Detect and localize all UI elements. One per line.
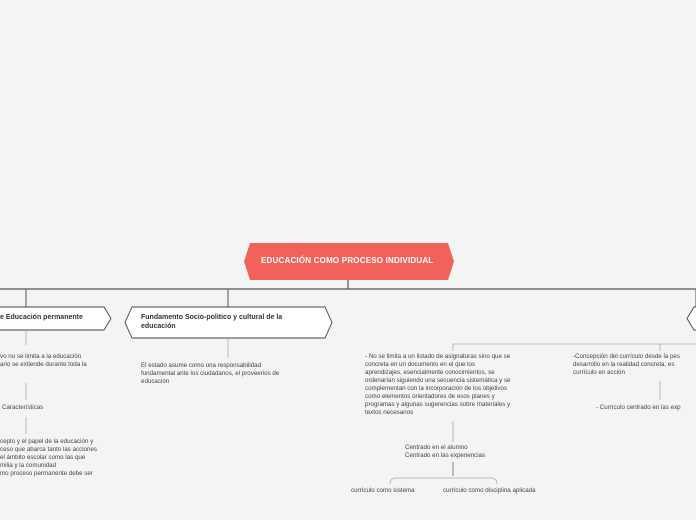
right-tree-connector bbox=[453, 344, 696, 351]
text-line: vo no se limita a la educación bbox=[0, 353, 82, 360]
far-right-description bbox=[573, 353, 680, 377]
text-line: mo proceso permanente debe ser bbox=[0, 470, 93, 477]
text-line: concreta en un documento en el que los bbox=[365, 361, 476, 368]
text-line: ordenarían siguiendo una secuencia sistemática y se bbox=[365, 377, 511, 384]
text-line: textos necesarios bbox=[365, 409, 414, 416]
text-line: fundamental ante los ciudadanos, el proveerios de bbox=[141, 370, 280, 377]
text-line: desarrollo en la realidad concreta, es bbox=[573, 361, 675, 368]
text-line: milia y la comunidad bbox=[0, 462, 57, 469]
text-line: Centrado en el alumno bbox=[405, 444, 468, 451]
text-line: como elementos orientadores de esos planes y bbox=[365, 393, 495, 400]
subnode-curriculo-disciplina: currículo como disciplina aplicada bbox=[443, 487, 536, 494]
text-line: el ámbito escolar como las que bbox=[0, 454, 86, 461]
root-node-title[interactable]: EDUCACIÓN COMO PROCESO INDIVIDUAL bbox=[261, 256, 434, 266]
text-line: ceso que abarca tanto las acciones bbox=[0, 446, 97, 453]
left-concept bbox=[0, 438, 97, 478]
far-right-subnode: - Currículo centrado en las exp bbox=[596, 404, 681, 411]
text-line: educación bbox=[141, 378, 170, 385]
text-line: programas y algunas sugerencias sobre materiales y bbox=[365, 401, 511, 408]
text-line: complementan con la incorporación de los objetivos bbox=[365, 385, 508, 392]
branch-right-shape[interactable] bbox=[687, 307, 696, 330]
left-characteristics: Características bbox=[2, 404, 44, 411]
text-line: -Concepción del currículo desde la pes bbox=[573, 353, 680, 360]
subnode-curriculo-sistema: currículo como sistema bbox=[351, 487, 415, 494]
bracket-connector bbox=[390, 478, 497, 484]
center-description bbox=[141, 362, 279, 386]
right-description bbox=[365, 353, 511, 417]
centered-types bbox=[405, 444, 485, 460]
branch-center-label[interactable]: Fundamento Socio-politico y cultural de la educación bbox=[141, 314, 283, 330]
text-line: Centrado en las experiencias bbox=[405, 452, 486, 459]
text-line: El estado asume como una responsabilidad bbox=[141, 362, 262, 369]
branch-left-label[interactable]: e Educación permanente bbox=[0, 314, 83, 322]
text-line: cepto y el papel de la educación y bbox=[0, 438, 94, 445]
text-line: aprendizajes, esencialmente conocimientos, se bbox=[365, 369, 495, 376]
text-line: currículo en acción bbox=[573, 369, 625, 376]
text-line: - No se limita a un listado de asignaturas sino que se bbox=[365, 353, 511, 360]
text-line: ario se extiende durante toda la bbox=[0, 361, 87, 368]
left-description bbox=[0, 353, 87, 369]
